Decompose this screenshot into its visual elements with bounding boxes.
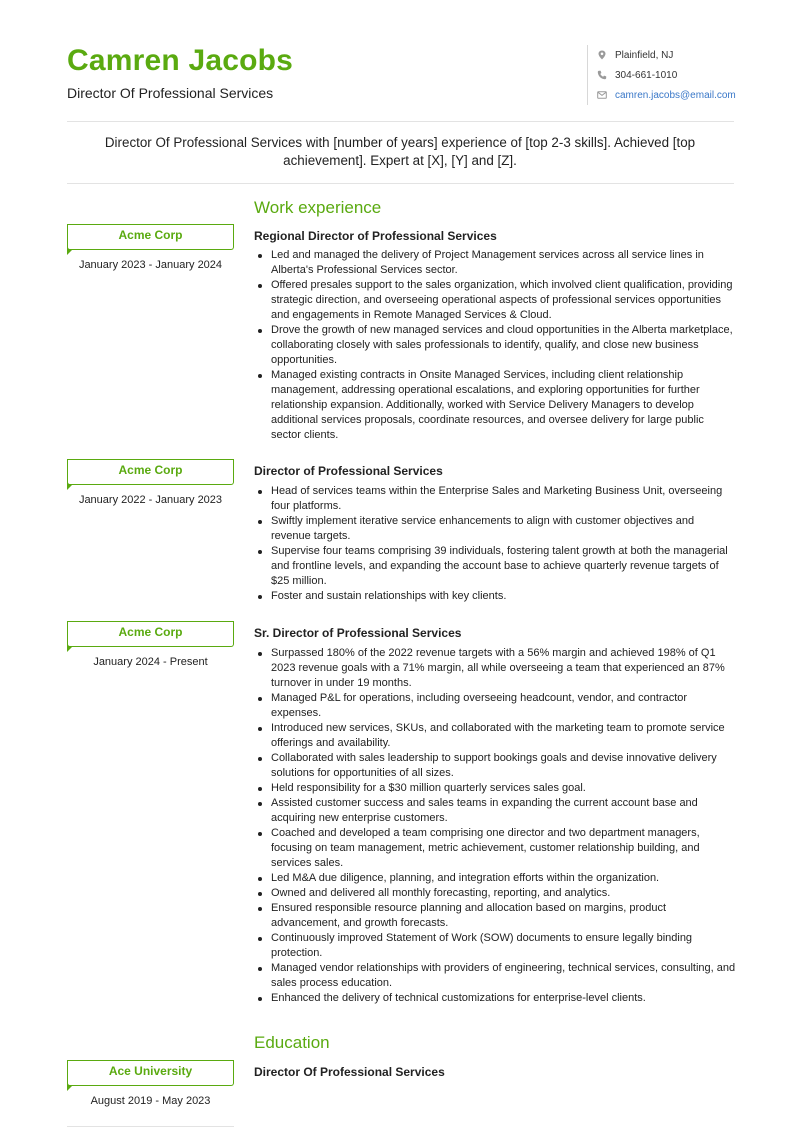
map-pin-icon (597, 50, 607, 60)
list-item: Supervise four teams comprising 39 individuals, fostering talent growth at both the managerial and frontline levels, and expanding the account base to achieve quarterly revenue targets of $25 million. (254, 544, 736, 589)
mail-icon (597, 90, 607, 100)
list-item: Offered presales support to the sales organization, which involved client qualification, providing strategic direction, and overseeing operational aspects of professional services opportunities and engagements in Remote Managed Services & Cloud. (254, 278, 736, 323)
tab-flag-icon (67, 249, 73, 255)
tab-flag-icon (67, 646, 73, 652)
company-tab (67, 225, 234, 250)
candidate-name: Camren Jacobs (67, 44, 294, 77)
job-title: Director of Professional Services (254, 464, 443, 478)
degree-title: Director Of Professional Services (254, 1065, 445, 1079)
list-item: Managed existing contracts in Onsite Managed Services, including client relationship management, addressing operational escalations, and exploring opportunities for further relationship expansion. Additionally, worked with Service Delivery Managers to develop additional services proposals, coordinate resources, and oversee delivery for large public sector clients. (254, 368, 736, 443)
list-item: Coached and developed a team comprising one director and two department managers, focusing on team management, metric achievement, customer relationship building, and services sales. (254, 826, 736, 871)
list-item: Swiftly implement iterative service enhancements to align with customer objectives and revenue targets. (254, 514, 736, 544)
company-name: Acme Corp (118, 228, 183, 242)
company-name: Acme Corp (118, 463, 183, 477)
work-experience-heading: Work experience (254, 198, 382, 217)
list-item: Head of services teams within the Enterprise Sales and Marketing Business Unit, overseeing four platforms. (254, 484, 736, 514)
location-text: Plainfield, NJ (615, 49, 674, 61)
contact-location (597, 45, 747, 65)
job-bullets (254, 484, 736, 604)
summary-divider (67, 183, 734, 184)
list-item: Led M&A due diligence, planning, and integration efforts within the organization. (254, 871, 736, 886)
list-item: Enhanced the delivery of technical customizations for enterprise-level clients. (254, 991, 736, 1006)
contact-email[interactable] (597, 85, 747, 105)
education-dates: August 2019 - May 2023 (90, 1095, 211, 1107)
list-item: Owned and delivered all monthly forecasting, reporting, and analytics. (254, 886, 736, 901)
tab-flag-icon (67, 1085, 73, 1091)
job-dates: January 2023 - January 2024 (78, 259, 223, 271)
list-item: Surpassed 180% of the 2022 revenue targets with a 56% margin and achieved 198% of Q1 2023 revenue goals with a 71% margin, all while overseeing a team that experienced an 87% turnover in under 19 months. (254, 646, 736, 691)
list-item: Continuously improved Statement of Work (SOW) documents to ensure legally binding protection. (254, 931, 736, 961)
summary-text: Director Of Professional Services with [number of years] experience of [top 2-3 skills]. Achieved [top achievement]. Expert at [X], [Y] and [Z]. (104, 135, 696, 168)
phone-text: 304-661-1010 (615, 69, 678, 81)
company-tab (67, 622, 234, 647)
header-divider (67, 121, 734, 122)
education-heading: Education (254, 1033, 330, 1052)
email-link[interactable]: camren.jacobs@email.com (615, 89, 736, 101)
list-item: Ensured responsible resource planning and allocation based on margins, product advancement, and growth forecasts. (254, 901, 736, 931)
phone-icon (597, 70, 607, 80)
contact-block (587, 45, 747, 105)
list-item: Drove the growth of new managed services and cloud opportunities in the Alberta marketplace, collaborating closely with sales professionals to identify, qualify, and close new business opportunities. (254, 323, 736, 368)
list-item: Managed vendor relationships with providers of engineering, technical services, consulting, and sales process education. (254, 961, 736, 991)
school-name: Ace University (108, 1064, 193, 1078)
list-item: Foster and sustain relationships with key clients. (254, 589, 736, 604)
list-item: Collaborated with sales leadership to support bookings goals and devise innovative delivery solutions for opportunities of all sizes. (254, 751, 736, 781)
tab-flag-icon (67, 484, 73, 490)
job-bullets (254, 248, 736, 443)
list-item: Led and managed the delivery of Project Management services across all service lines in Alberta's Professional Services sector. (254, 248, 736, 278)
company-tab (67, 460, 234, 485)
bottom-divider (67, 1126, 234, 1127)
job-dates: January 2022 - January 2023 (78, 494, 223, 506)
list-item: Managed P&L for operations, including overseeing headcount, vendor, and contractor expenses. (254, 691, 736, 721)
job-bullets (254, 646, 736, 1006)
contact-phone (597, 65, 747, 85)
list-item: Introduced new services, SKUs, and collaborated with the marketing team to promote service offerings and availability. (254, 721, 736, 751)
list-item: Assisted customer success and sales teams in expanding the current account base and acquiring new enterprise customers. (254, 796, 736, 826)
job-title: Regional Director of Professional Services (254, 229, 497, 243)
list-item: Held responsibility for a $30 million quarterly services sales goal. (254, 781, 736, 796)
job-dates: January 2024 - Present (93, 656, 208, 668)
school-tab (67, 1061, 234, 1086)
company-name: Acme Corp (118, 625, 183, 639)
candidate-title: Director Of Professional Services (67, 85, 274, 101)
job-title: Sr. Director of Professional Services (254, 626, 462, 640)
